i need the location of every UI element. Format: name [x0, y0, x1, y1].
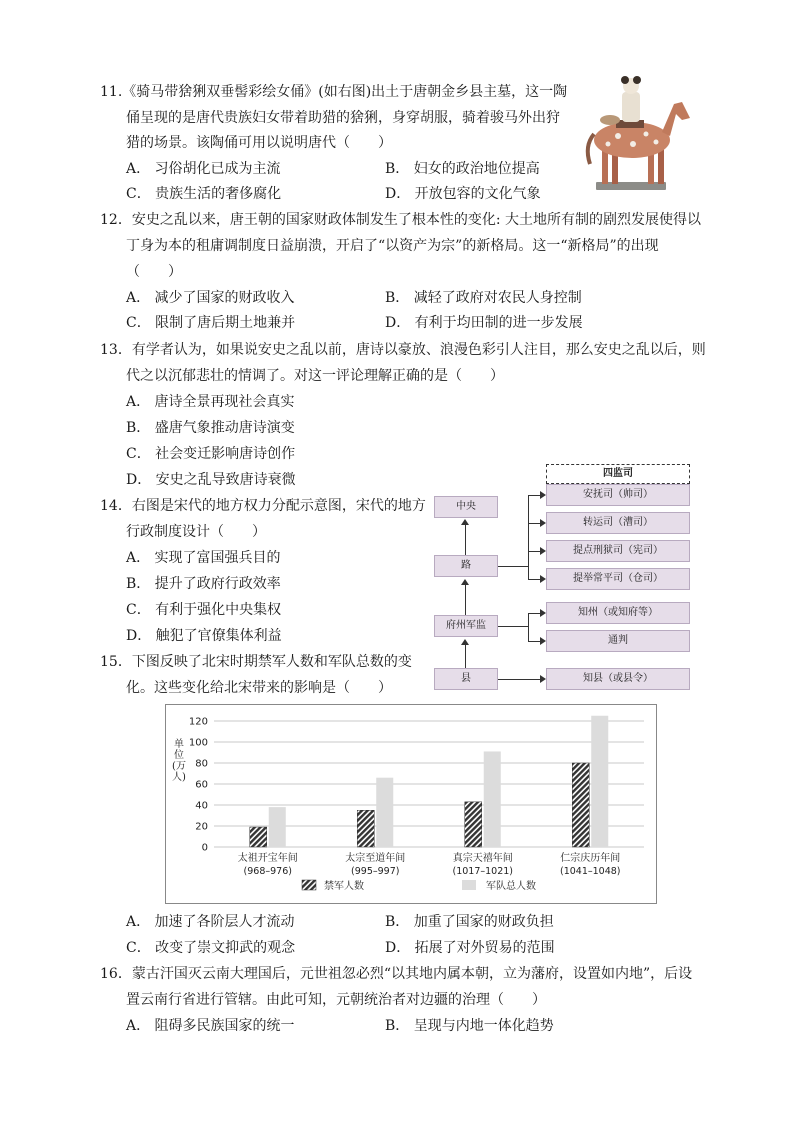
q11-stem-line2: 俑呈现的是唐代贵族妇女带着助猎的猞猁，身穿胡服，骑着骏马外出狩 [126, 110, 560, 126]
q16-option-a: A． 阻碍多民族国家的统一 [126, 1018, 295, 1034]
x-category-label: 太宗至道年间 [345, 853, 406, 864]
legend-swatch-jinjun [302, 880, 316, 890]
q15-stem-line2: 化。这些变化给北宋带来的影响是（ ） [126, 680, 392, 696]
q14-option-a: A． 实现了富国强兵目的 [126, 550, 281, 566]
q13-option-a: A． 唐诗全景再现社会真实 [126, 394, 295, 410]
q11-option-d: D． 开放包容的文化气象 [385, 186, 541, 202]
x-category-years: (995–997) [351, 866, 400, 877]
bar-total-2 [484, 751, 501, 847]
q15-stem-line1: 15．下图反映了北宋时期禁军人数和军队总数的变 [100, 654, 412, 670]
q11-option-b: B． 妇女的政治地位提高 [385, 161, 540, 177]
q11-stem-line3: 猎的场景。该陶俑可用以说明唐代（ ） [126, 135, 392, 151]
q15-option-c: C． 改变了崇文抑武的观念 [126, 940, 296, 956]
diagram-anfu: 安抚司（帅司） [546, 484, 690, 506]
q14-option-c: C． 有利于强化中央集权 [126, 602, 282, 618]
q13-option-b: B． 盛唐气象推动唐诗演变 [126, 420, 295, 436]
q12-option-d: D． 有利于均田制的进一步发展 [385, 315, 583, 331]
x-category-label: 真宗天禧年间 [452, 853, 513, 864]
chart-y-axis-label: 单位(万人) [172, 739, 186, 783]
diagram-sijiansi-label: 四监司 [546, 464, 690, 484]
q12-option-b: B． 减轻了政府对农民人身控制 [385, 290, 582, 306]
y-tick-label: 0 [201, 842, 208, 854]
q15-option-b: B． 加重了国家的财政负担 [385, 914, 554, 930]
q12-stem-line1: 12．安史之乱以来，唐王朝的国家财政体制发生了根本性的变化: 大土地所有制的剧烈发展使得以 [100, 212, 701, 228]
army-size-chart [165, 704, 657, 904]
y-tick-label: 60 [195, 779, 208, 791]
diagram-zhixian: 知县（或县令） [546, 668, 690, 690]
q11-option-c: C． 贵族生活的奢侈腐化 [126, 186, 282, 202]
q11-option-a: A． 习俗胡化已成为主流 [126, 161, 281, 177]
x-category-years: (1017–1021) [452, 866, 514, 877]
bar-total-1 [376, 778, 393, 847]
army-bar-chart-svg [166, 705, 656, 903]
bar-jinjun-1 [357, 810, 374, 847]
legend-swatch-total [462, 880, 476, 890]
diagram-tidian: 提点刑狱司（宪司） [546, 540, 690, 562]
diagram-tongpan: 通判 [546, 630, 690, 652]
q12-stem-line2: 丁身为本的租庸调制度日益崩溃，开启了“以资产为宗”的新格局。这一“新格局”的出现 [126, 238, 659, 254]
q13-stem-line1: 13．有学者认为，如果说安史之乱以前，唐诗以豪放、浪漫色彩引人注目，那么安史之乱以后，则 [100, 342, 706, 358]
q16-option-b: B． 呈现与内地一体化趋势 [385, 1018, 554, 1034]
q13-option-c: C． 社会变迁影响唐诗创作 [126, 446, 296, 462]
diagram-tiju: 提举常平司（仓司） [546, 568, 690, 590]
y-tick-label: 100 [188, 737, 208, 749]
bar-jinjun-3 [572, 763, 589, 847]
q16-stem-line1: 16．蒙古汗国灭云南大理国后，元世祖忽必烈“以其地内属本朝，立为藩府，设置如内地”，后设 [100, 966, 693, 982]
q11-stem-line1: 11.《骑马带猞猁双垂髻彩绘女俑》(如右图)出土于唐朝金乡县主墓，这一陶 [100, 84, 568, 100]
y-tick-label: 80 [195, 758, 208, 770]
diagram-zhizhou: 知州（或知府等） [546, 602, 690, 624]
x-category-years: (968–976) [243, 866, 292, 877]
bar-total-0 [269, 807, 286, 847]
diagram-xian: 县 [434, 668, 498, 690]
bar-jinjun-2 [465, 802, 482, 847]
q13-option-d: D． 安史之乱导致唐诗衰微 [126, 472, 296, 488]
y-tick-label: 40 [195, 800, 208, 812]
bar-jinjun-0 [250, 827, 267, 847]
q12-stem-line3: （ ） [126, 264, 182, 280]
x-category-label: 仁宗庆历年间 [560, 853, 621, 864]
diagram-fuzhou: 府州军监 [434, 615, 498, 637]
q14-stem-line2: 行政制度设计（ ） [126, 524, 266, 540]
q14-stem-line1: 14．右图是宋代的地方权力分配示意图，宋代的地方 [100, 498, 426, 514]
diagram-lu: 路 [434, 555, 498, 577]
q13-stem-line2: 代之以沉郁悲壮的情调了。对这一评论理解正确的是（ ） [126, 368, 504, 384]
q12-option-c: C． 限制了唐后期土地兼并 [126, 315, 296, 331]
diagram-zhuanyun: 转运司（漕司） [546, 512, 690, 534]
x-category-years: (1041–1048) [559, 866, 621, 877]
legend-label-jinjun: 禁军人数 [324, 881, 364, 892]
q14-option-b: B． 提升了政府行政效率 [126, 576, 281, 592]
x-category-label: 太祖开宝年间 [237, 853, 298, 864]
y-tick-label: 120 [188, 716, 208, 728]
diagram-zhongyang: 中央 [434, 496, 498, 518]
legend-label-total: 军队总人数 [486, 881, 536, 892]
y-tick-label: 20 [195, 821, 208, 833]
horse-figurine-image [578, 74, 694, 198]
q15-option-d: D． 拓展了对外贸易的范围 [385, 940, 555, 956]
q16-stem-line2: 置云南行省进行管辖。由此可知，元朝统治者对边疆的治理（ ） [126, 992, 546, 1008]
q14-option-d: D． 触犯了官僚集体利益 [126, 628, 282, 644]
q15-option-a: A． 加速了各阶层人才流动 [126, 914, 295, 930]
bar-total-3 [591, 716, 608, 847]
q12-option-a: A． 减少了国家的财政收入 [126, 290, 295, 306]
